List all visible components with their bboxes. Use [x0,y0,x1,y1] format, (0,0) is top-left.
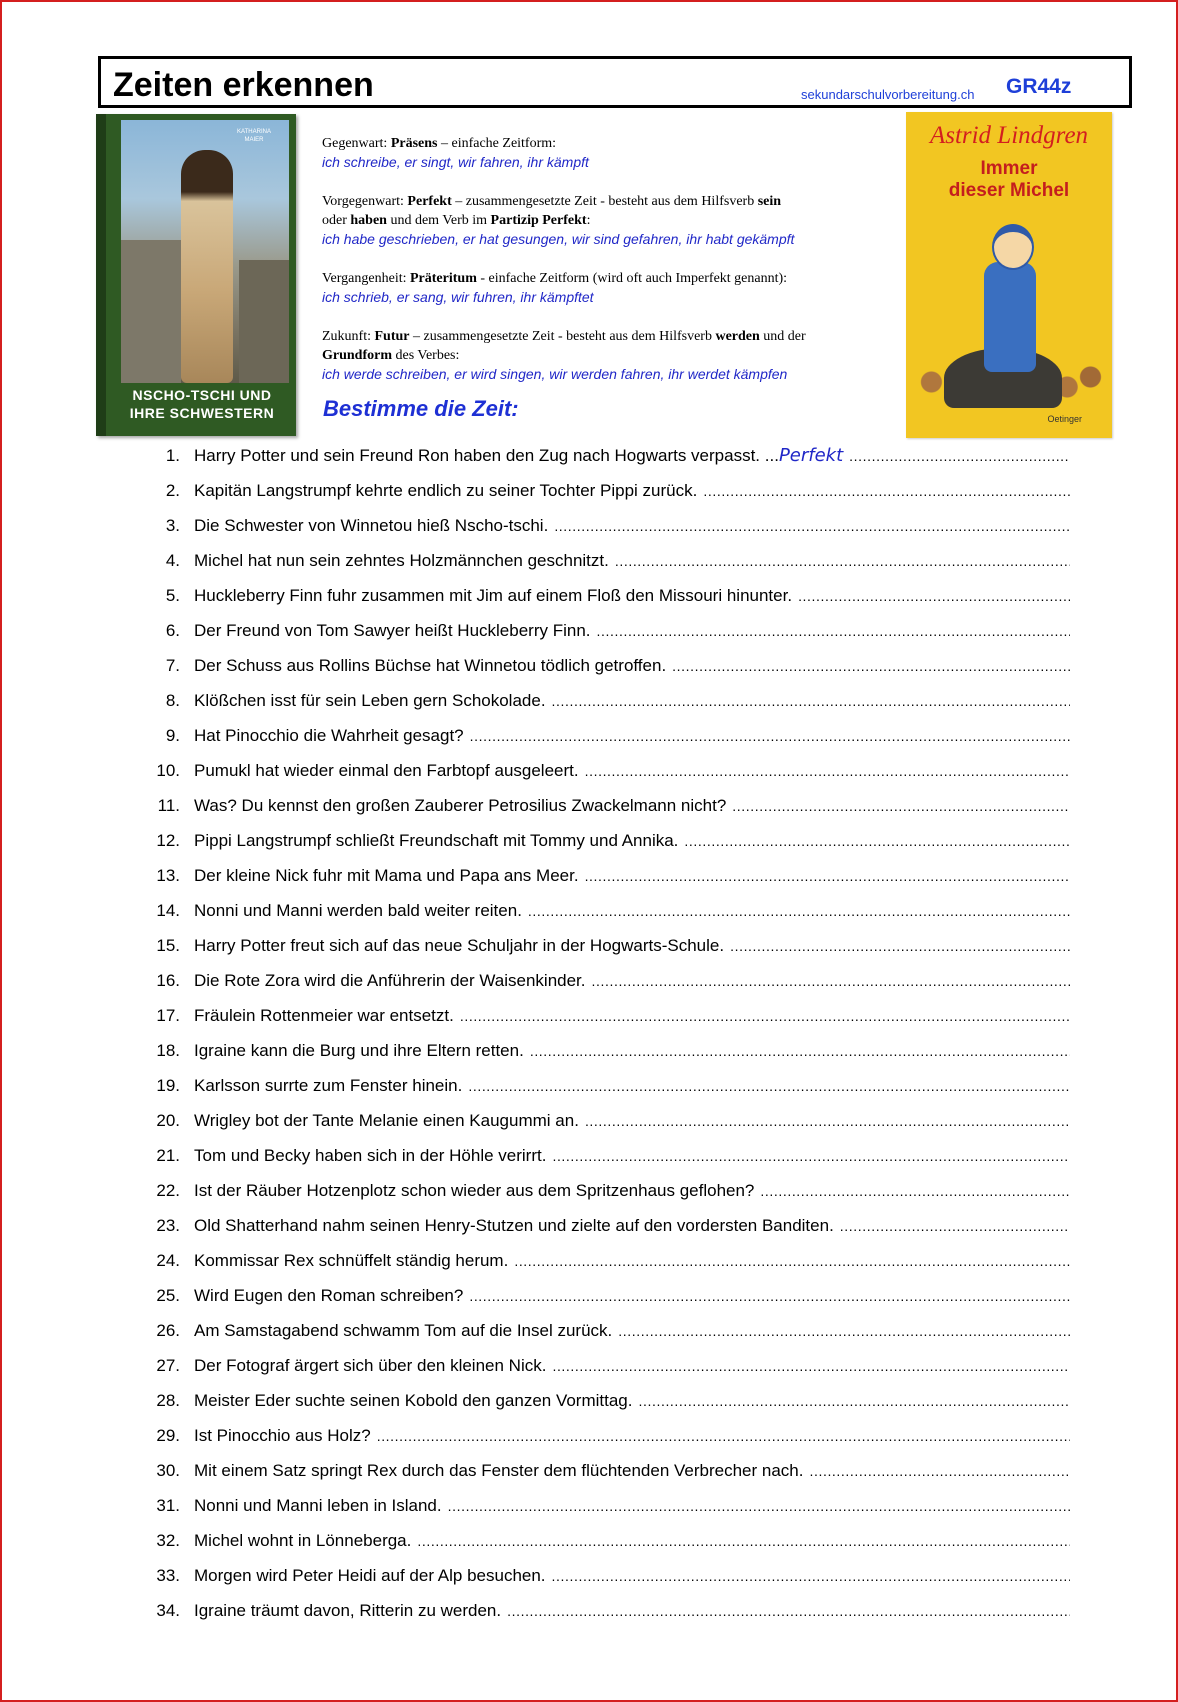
exercise-sentence: Der kleine Nick fuhr mit Mama und Papa ans Meer. [194,865,579,885]
answer-blank[interactable] [591,623,1070,639]
figure-illustration [181,150,233,383]
answer-blank[interactable] [546,1148,1070,1164]
exercise-row [140,1418,1070,1453]
exercise-sentence: Mit einem Satz springt Rex durch das Fenster dem flüchtenden Verbrecher nach. [194,1460,804,1480]
answer-blank[interactable] [508,1253,1070,1269]
exercise-row [140,648,1070,683]
exercise-sentence: Der Fotograf ärgert sich über den kleinen Nick. [194,1355,547,1375]
exercise-number: 27. [156,1355,180,1375]
exercise-sentence: Igraine kann die Burg und ihre Eltern retten. [194,1040,524,1060]
exercise-row [140,1138,1070,1173]
exercise-sentence: Morgen wird Peter Heidi auf der Alp besuchen. [194,1565,546,1585]
preterite-tense-block: Vergangenheit: Präteritum - einfache Zeitform (wird oft auch Imperfekt genannt): ich schrieb, er sang, wir fuhren, ihr kämpftet [322,271,788,305]
answer-blank[interactable] [548,518,1070,534]
answer-blank[interactable] [726,798,1070,814]
exercise-sentence: Kommissar Rex schnüffelt ständig herum. [194,1250,509,1270]
exercise-sentence: Am Samstagabend schwamm Tom auf die Insel zurück. [194,1320,613,1340]
exercise-sentence: Pippi Langstrumpf schließt Freundschaft mit Tommy und Annika. [194,830,679,850]
exercise-row [140,613,1070,648]
exercise-number: 2. [165,480,180,500]
exercise-number: 5. [165,585,180,605]
exercise-number: 3. [165,515,180,535]
exercise-sentence: Old Shatterhand nahm seinen Henry-Stutzen und zielte auf den vordersten Banditen. [194,1215,834,1235]
exercise-number: 24. [156,1250,180,1270]
exercise-number: 34. [156,1600,180,1620]
answer-blank[interactable] [546,1568,1070,1584]
exercise-row [140,1173,1070,1208]
exercise-sentence: Ist Pinocchio aus Holz? [194,1425,371,1445]
answer-blank[interactable] [792,588,1070,604]
exercise-row [140,1243,1070,1278]
present-tense-block: Gegenwart: Präsens – einfache Zeitform: ich schreibe, er singt, wir fahren, ihr kämpft [322,136,589,170]
page-title: Zeiten erkennen [113,66,374,104]
answer-blank[interactable] [579,1113,1070,1129]
title-box [98,56,1132,108]
exercise-number: 22. [156,1180,180,1200]
exercise-row [140,998,1070,1033]
exercise-number: 12. [156,830,180,850]
exercise-sentence: Fräulein Rottenmeier war entsetzt. [194,1005,454,1025]
exercise-sentence: Der Schuss aus Rollins Büchse hat Winnetou tödlich getroffen. [194,655,667,675]
exercise-row [140,1488,1070,1523]
answer-blank[interactable] [501,1603,1070,1619]
exercise-number: 28. [156,1390,180,1410]
exercise-row [140,1593,1070,1628]
exercise-row [140,1313,1070,1348]
answer-blank[interactable] [546,1358,1070,1374]
answer-blank[interactable] [546,693,1070,709]
exercise-row [140,963,1070,998]
exercise-sentence: Igraine träumt davon, Ritterin zu werden. [194,1600,502,1620]
exercise-row [140,1033,1070,1068]
answer-blank[interactable] [579,763,1070,779]
answer-blank[interactable] [462,1078,1070,1094]
exercise-row [140,1453,1070,1488]
exercise-number: 32. [156,1530,180,1550]
exercise-number: 20. [156,1110,180,1130]
answer-blank[interactable] [464,728,1070,744]
exercise-number: 23. [156,1215,180,1235]
answer-blank[interactable] [633,1393,1071,1409]
answer-blank[interactable] [522,903,1070,919]
exercise-number: 21. [156,1145,180,1165]
exercise-row [140,1068,1070,1103]
cover-illustration [121,120,289,383]
exercise-number: 4. [165,550,180,570]
exercise-number: 26. [156,1320,180,1340]
answer-blank[interactable] [754,1183,1070,1199]
answer-blank[interactable] [803,1463,1070,1479]
exercise-row [140,858,1070,893]
exercise-sentence: Nonni und Manni leben in Island. [194,1495,442,1515]
exercise-sentence: Wird Eugen den Roman schreiben? [194,1285,464,1305]
preterite-example: ich schrieb, er sang, wir fuhren, ihr kämpftet [322,289,594,305]
exercise-sentence: Klößchen isst für sein Leben gern Schokolade. [194,690,546,710]
answer-blank[interactable] [463,1288,1070,1304]
book-cover-nscho-tschi [96,114,296,436]
perfect-example: ich habe geschrieben, er hat gesungen, wir sind gefahren, ihr habt gekämpft [322,231,795,247]
exercise-number: 14. [156,900,180,920]
exercise-row [140,1278,1070,1313]
exercise-number: 19. [156,1075,180,1095]
answer-text[interactable]: Perfekt [778,445,844,466]
book-spine [96,114,106,436]
exercise-row [140,438,1070,473]
answer-blank[interactable] [371,1428,1070,1444]
answer-blank[interactable] [697,483,1070,499]
exercise-number: 25. [156,1285,180,1305]
exercise-sentence: Pumukl hat wieder einmal den Farbtopf ausgeleert. [194,760,579,780]
exercise-sentence: Hat Pinocchio die Wahrheit gesagt? [194,725,464,745]
answer-blank[interactable] [442,1498,1070,1514]
answer-blank[interactable] [454,1008,1070,1024]
exercise-sentence: Wrigley bot der Tante Melanie einen Kaugummi an. [194,1110,579,1130]
answer-blank[interactable] [609,553,1070,569]
exercise-sentence: Was? Du kennst den großen Zauberer Petrosilius Zwackelmann nicht? [194,795,727,815]
answer-blank[interactable] [724,938,1070,954]
exercise-number: 11. [157,795,180,815]
exercise-sentence: Michel hat nun sein zehntes Holzmännchen geschnitzt. [194,550,609,570]
exercise-row [140,508,1070,543]
future-example: ich werde schreiben, er wird singen, wir werden fahren, ihr werdet kämpfen [322,366,788,382]
exercise-sentence: Huckleberry Finn fuhr zusammen mit Jim auf einem Floß den Missouri hinunter. [194,585,793,605]
exercise-number: 18. [156,1040,180,1060]
exercise-row [140,1103,1070,1138]
present-example: ich schreibe, er singt, wir fahren, ihr kämpft [322,154,589,170]
exercise-row [140,718,1070,753]
exercise-sentence: Karlsson surrte zum Fenster hinein. [194,1075,463,1095]
exercise-sentence: Kapitän Langstrumpf kehrte endlich zu seiner Tochter Pippi zurück. [194,480,698,500]
exercise-row [140,753,1070,788]
exercise-sentence: Harry Potter und sein Freund Ron haben den Zug nach Hogwarts verpasst. ... [194,445,779,465]
book-cover-michel [906,112,1112,438]
exercise-number: 17. [156,1005,180,1025]
exercise-number: 10. [156,760,180,780]
answer-blank[interactable] [843,448,1070,464]
exercise-number: 13. [156,865,180,885]
answer-blank[interactable] [586,973,1071,989]
exercise-number: 7. [165,655,180,675]
exercise-row [140,543,1070,578]
exercise-sentence: Harry Potter freut sich auf das neue Schuljahr in der Hogwarts-Schule. [194,935,725,955]
tense-explanation [322,134,902,404]
site-url[interactable]: sekundarschulvorbereitung.ch [801,87,975,102]
exercise-row [140,1348,1070,1383]
exercise-sentence: Ist der Räuber Hotzenplotz schon wieder aus dem Spritzenhaus geflohen? [194,1180,755,1200]
exercise-number: 33. [156,1565,180,1585]
exercise-row [140,1208,1070,1243]
exercise-row [140,788,1070,823]
exercise-sentence: Tom und Becky haben sich in der Höhle verirrt. [194,1145,547,1165]
exercise-list [140,438,1070,1628]
exercise-number: 31. [156,1495,180,1515]
answer-blank[interactable] [524,1043,1070,1059]
exercise-sentence: Die Schwester von Winnetou hieß Nscho-tschi. [194,515,549,535]
exercise-number: 15. [156,935,180,955]
exercise-sentence: Die Rote Zora wird die Anführerin der Waisenkinder. [194,970,586,990]
exercise-number: 1. [165,445,180,465]
book-author: Astrid Lindgren [929,122,1089,149]
answer-blank[interactable] [678,833,1070,849]
exercise-row [140,823,1070,858]
future-tense-block: Zukunft: Futur – zusammengesetzte Zeit - besteht aus dem Hilfsverb werden und der Grundform des Verbes: ich werde schreiben, er wird singen, wir werden fahren, ihr werdet kämpfen [322,329,806,382]
answer-blank[interactable] [612,1323,1070,1339]
exercise-number: 29. [156,1425,180,1445]
exercise-row [140,473,1070,508]
publisher-logo: Oetinger [1047,414,1082,424]
boy-illustration [984,262,1036,372]
book-title: NSCHO-TSCHI UND IHRE SCHWESTERN [129,387,275,421]
exercise-sentence: Michel wohnt in Lönneberga. [194,1530,412,1550]
perfect-tense-block: Vorgegenwart: Perfekt – zusammengesetzte Zeit - besteht aus dem Hilfsverb sein oder haben und dem Verb im Partizip Perfekt: ich habe geschrieben, er hat gesungen, wir sind gefahren, ihr habt gekämpft [322,194,795,247]
exercise-row [140,1558,1070,1593]
exercise-number: 9. [165,725,180,745]
exercise-sentence: Meister Eder suchte seinen Kobold den ganzen Vormittag. [194,1390,633,1410]
worksheet-code: GR44z [1006,75,1072,98]
exercise-row [140,1523,1070,1558]
exercise-row [140,928,1070,963]
exercise-number: 6. [165,620,180,640]
exercise-row [140,578,1070,613]
task-heading: Bestimme die Zeit: [323,396,519,421]
exercise-number: 8. [165,690,180,710]
answer-blank[interactable] [666,658,1070,674]
exercise-number: 16. [156,970,180,990]
exercise-number: 30. [156,1460,180,1480]
exercise-row [140,893,1070,928]
book-author: KATHARINA MAIER [237,129,271,143]
book-title: Immer dieser Michel [948,158,1070,201]
answer-blank[interactable] [411,1533,1070,1549]
exercise-sentence: Der Freund von Tom Sawyer heißt Huckleberry Finn. [194,620,591,640]
answer-blank[interactable] [834,1218,1070,1234]
exercise-sentence: Nonni und Manni werden bald weiter reiten. [194,900,522,920]
exercise-row [140,683,1070,718]
answer-blank[interactable] [579,868,1070,884]
exercise-row [140,1383,1070,1418]
